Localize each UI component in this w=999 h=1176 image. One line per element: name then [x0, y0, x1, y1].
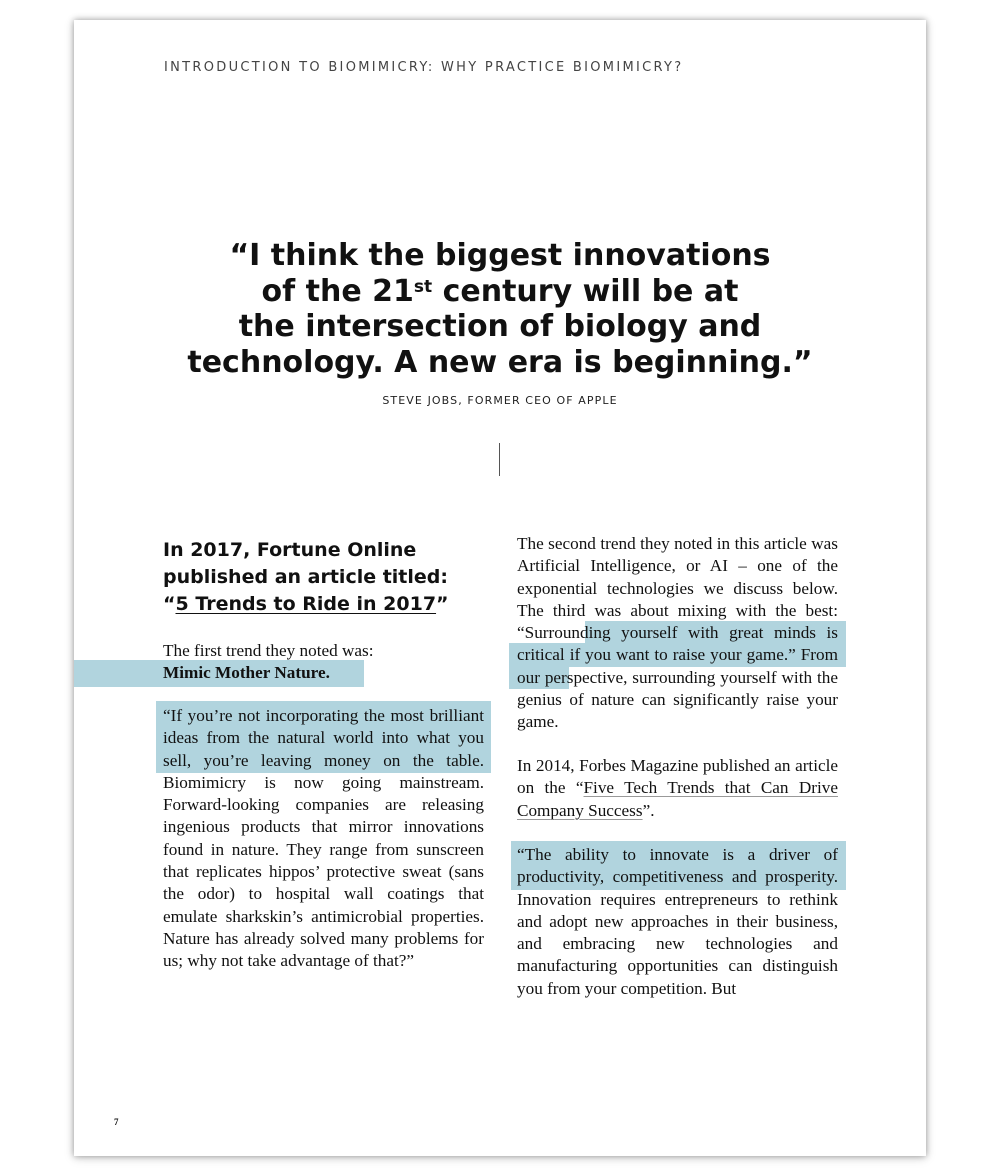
article-link[interactable]: Five Tech Trends that Can Drive Company Success	[517, 778, 838, 820]
pull-quote-text: century will be at	[432, 273, 739, 309]
paragraph-text: Innovation requires entrepreneurs to rethink and adopt new approaches in their business, and embracing new technologies and manufacturing opportunities can distinguish you from your competition. But	[517, 889, 838, 998]
vertical-divider	[499, 443, 500, 476]
quote-text: Biomimicry is now going mainstream. Forward-looking companies are releasing ingenious products that mirror innovations found in nature. They range from sunscreen that replicates hippos’ protective sweat (sans the odor) to hospital wall coatings that emulate sharkskin’s antimicrobial properties. Nature has already solved many problems for us; why not take advantage of that?”	[163, 772, 484, 971]
right-paragraph-2	[517, 755, 838, 822]
page-number: 7	[114, 1117, 119, 1127]
highlighted-quote: “Surrounding yourself with great minds is critical if you want to raise your game.”	[517, 623, 838, 665]
pull-quote	[150, 238, 850, 380]
highlighted-quote: “If you’re not incorporating the most brilliant ideas from the natural world into what you sell, you’re leaving money on the table.	[163, 706, 484, 770]
paragraph-text: From our perspective, surrounding yourself with the genius of nature can significantly raise your game.	[517, 645, 838, 732]
quote-mark: ”	[436, 593, 449, 615]
pull-quote-line: technology. A new era is beginning.”	[187, 344, 813, 380]
intro-text: The first trend they noted was:	[163, 641, 374, 660]
heading-line: In 2017, Fortune Online	[163, 539, 417, 561]
right-paragraph-3	[517, 844, 838, 1000]
pull-quote-line	[150, 274, 850, 310]
quote-mark: “	[163, 593, 176, 615]
highlighted-quote: “The ability to innovate is a driver of productivity, competitiveness and prosperity.	[517, 845, 838, 887]
running-head: INTRODUCTION TO BIOMIMICRY: WHY PRACTICE BIOMIMICRY?	[164, 60, 684, 75]
ordinal-suffix: st	[413, 276, 433, 297]
quote-attribution: STEVE JOBS, FORMER CEO OF APPLE	[382, 394, 618, 407]
trend-intro	[163, 640, 488, 685]
right-paragraph-1	[517, 533, 838, 734]
trend-label: Mimic Mother Nature.	[163, 663, 330, 683]
section-heading	[163, 537, 483, 618]
heading-line	[163, 591, 483, 618]
pull-quote-line: “I think the biggest innovations	[229, 238, 771, 273]
article-link[interactable]: 5 Trends to Ride in 2017	[175, 593, 437, 615]
heading-line: published an article titled:	[163, 566, 448, 588]
pull-quote-text: of the 21	[261, 273, 414, 309]
pull-quote-line: the intersection of biology and	[238, 309, 762, 344]
fortune-quote	[163, 705, 484, 973]
paragraph-text: The second trend they noted in this article was Artificial Intelligence, or AI – one of the exponential technologies we discuss below. The third was about mixing with the best:	[517, 534, 838, 620]
paragraph-text: In 2014, Forbes Magazine published an article on the “	[517, 756, 838, 798]
paragraph-text: ”.	[642, 800, 655, 820]
